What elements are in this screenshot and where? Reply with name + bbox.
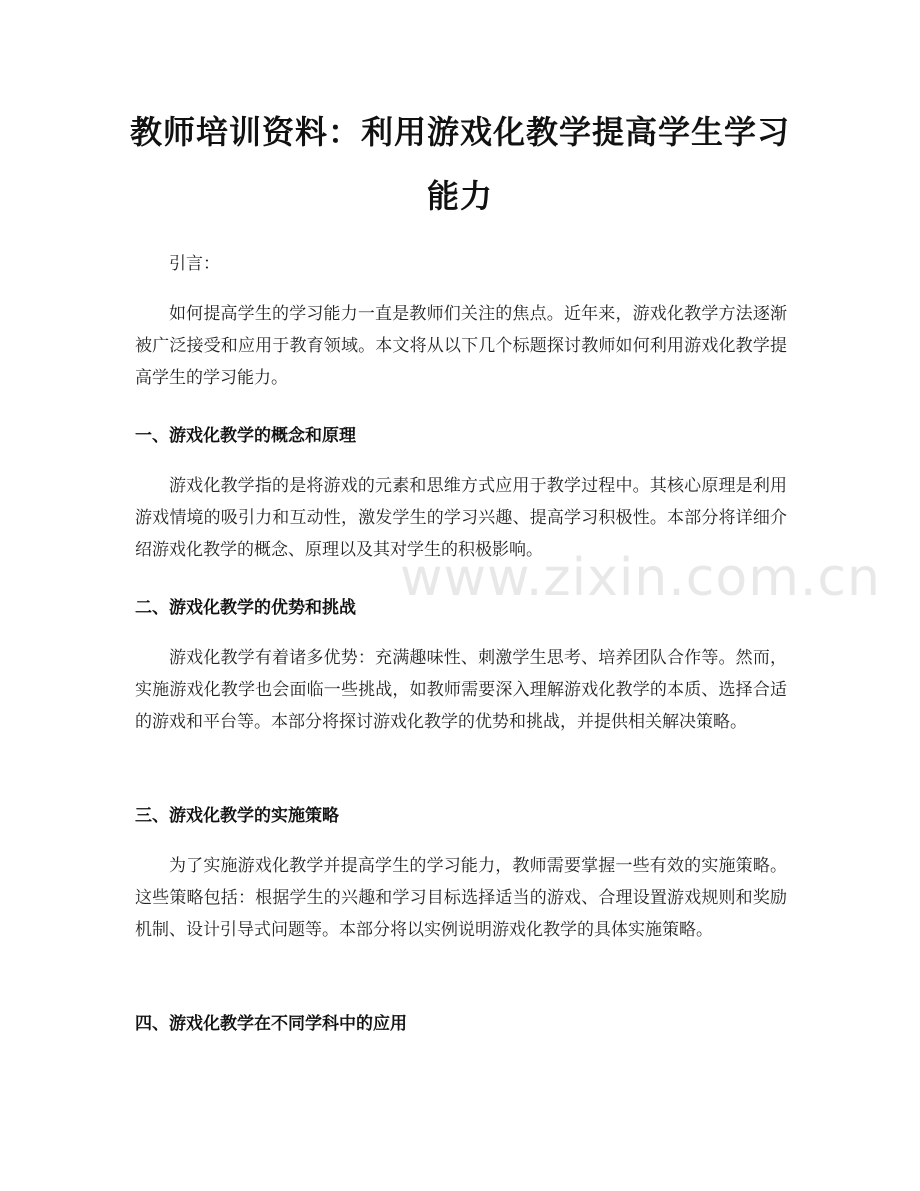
- intro-label: 引言：: [169, 254, 220, 274]
- section-body-2: 游戏化教学有着诸多优势：充满趣味性、刺激学生思考、培养团队合作等。然而，实施游戏化教学也会面临一些挑战，如教师需要深入理解游戏化教学的本质、选择合适的游戏和平台等。本部分将探讨游戏化教学的优势和挑战，并提供相关解决策略。: [135, 648, 787, 732]
- watermark-text: www.zixin.com.cn: [400, 548, 881, 608]
- document-title: 教师培训资料：利用游戏化教学提高学生学习能力: [129, 113, 790, 215]
- section-heading-1: 一、游戏化教学的概念和原理: [135, 426, 356, 446]
- section-heading-3: 三、游戏化教学的实施策略: [135, 806, 339, 826]
- section-body-1: 游戏化教学指的是将游戏的元素和思维方式应用于教学过程中。其核心原理是利用游戏情境的吸引力和互动性，激发学生的学习兴趣、提高学习积极性。本部分将详细介绍游戏化教学的概念、原理以及其对学生的积极影响。: [135, 476, 787, 560]
- section-heading-4: 四、游戏化教学在不同学科中的应用: [135, 1014, 407, 1034]
- section-body-3: 为了实施游戏化教学并提高学生的学习能力，教师需要掌握一些有效的实施策略。这些策略包括：根据学生的兴趣和学习目标选择适当的游戏、合理设置游戏规则和奖励机制、设计引导式问题等。本部分将以实例说明游戏化教学的具体实施策略。: [135, 856, 787, 940]
- intro-paragraph: 如何提高学生的学习能力一直是教师们关注的焦点。近年来，游戏化教学方法逐渐被广泛接受和应用于教育领域。本文将从以下几个标题探讨教师如何利用游戏化教学提高学生的学习能力。: [135, 304, 787, 388]
- section-heading-2: 二、游戏化教学的优势和挑战: [135, 598, 356, 618]
